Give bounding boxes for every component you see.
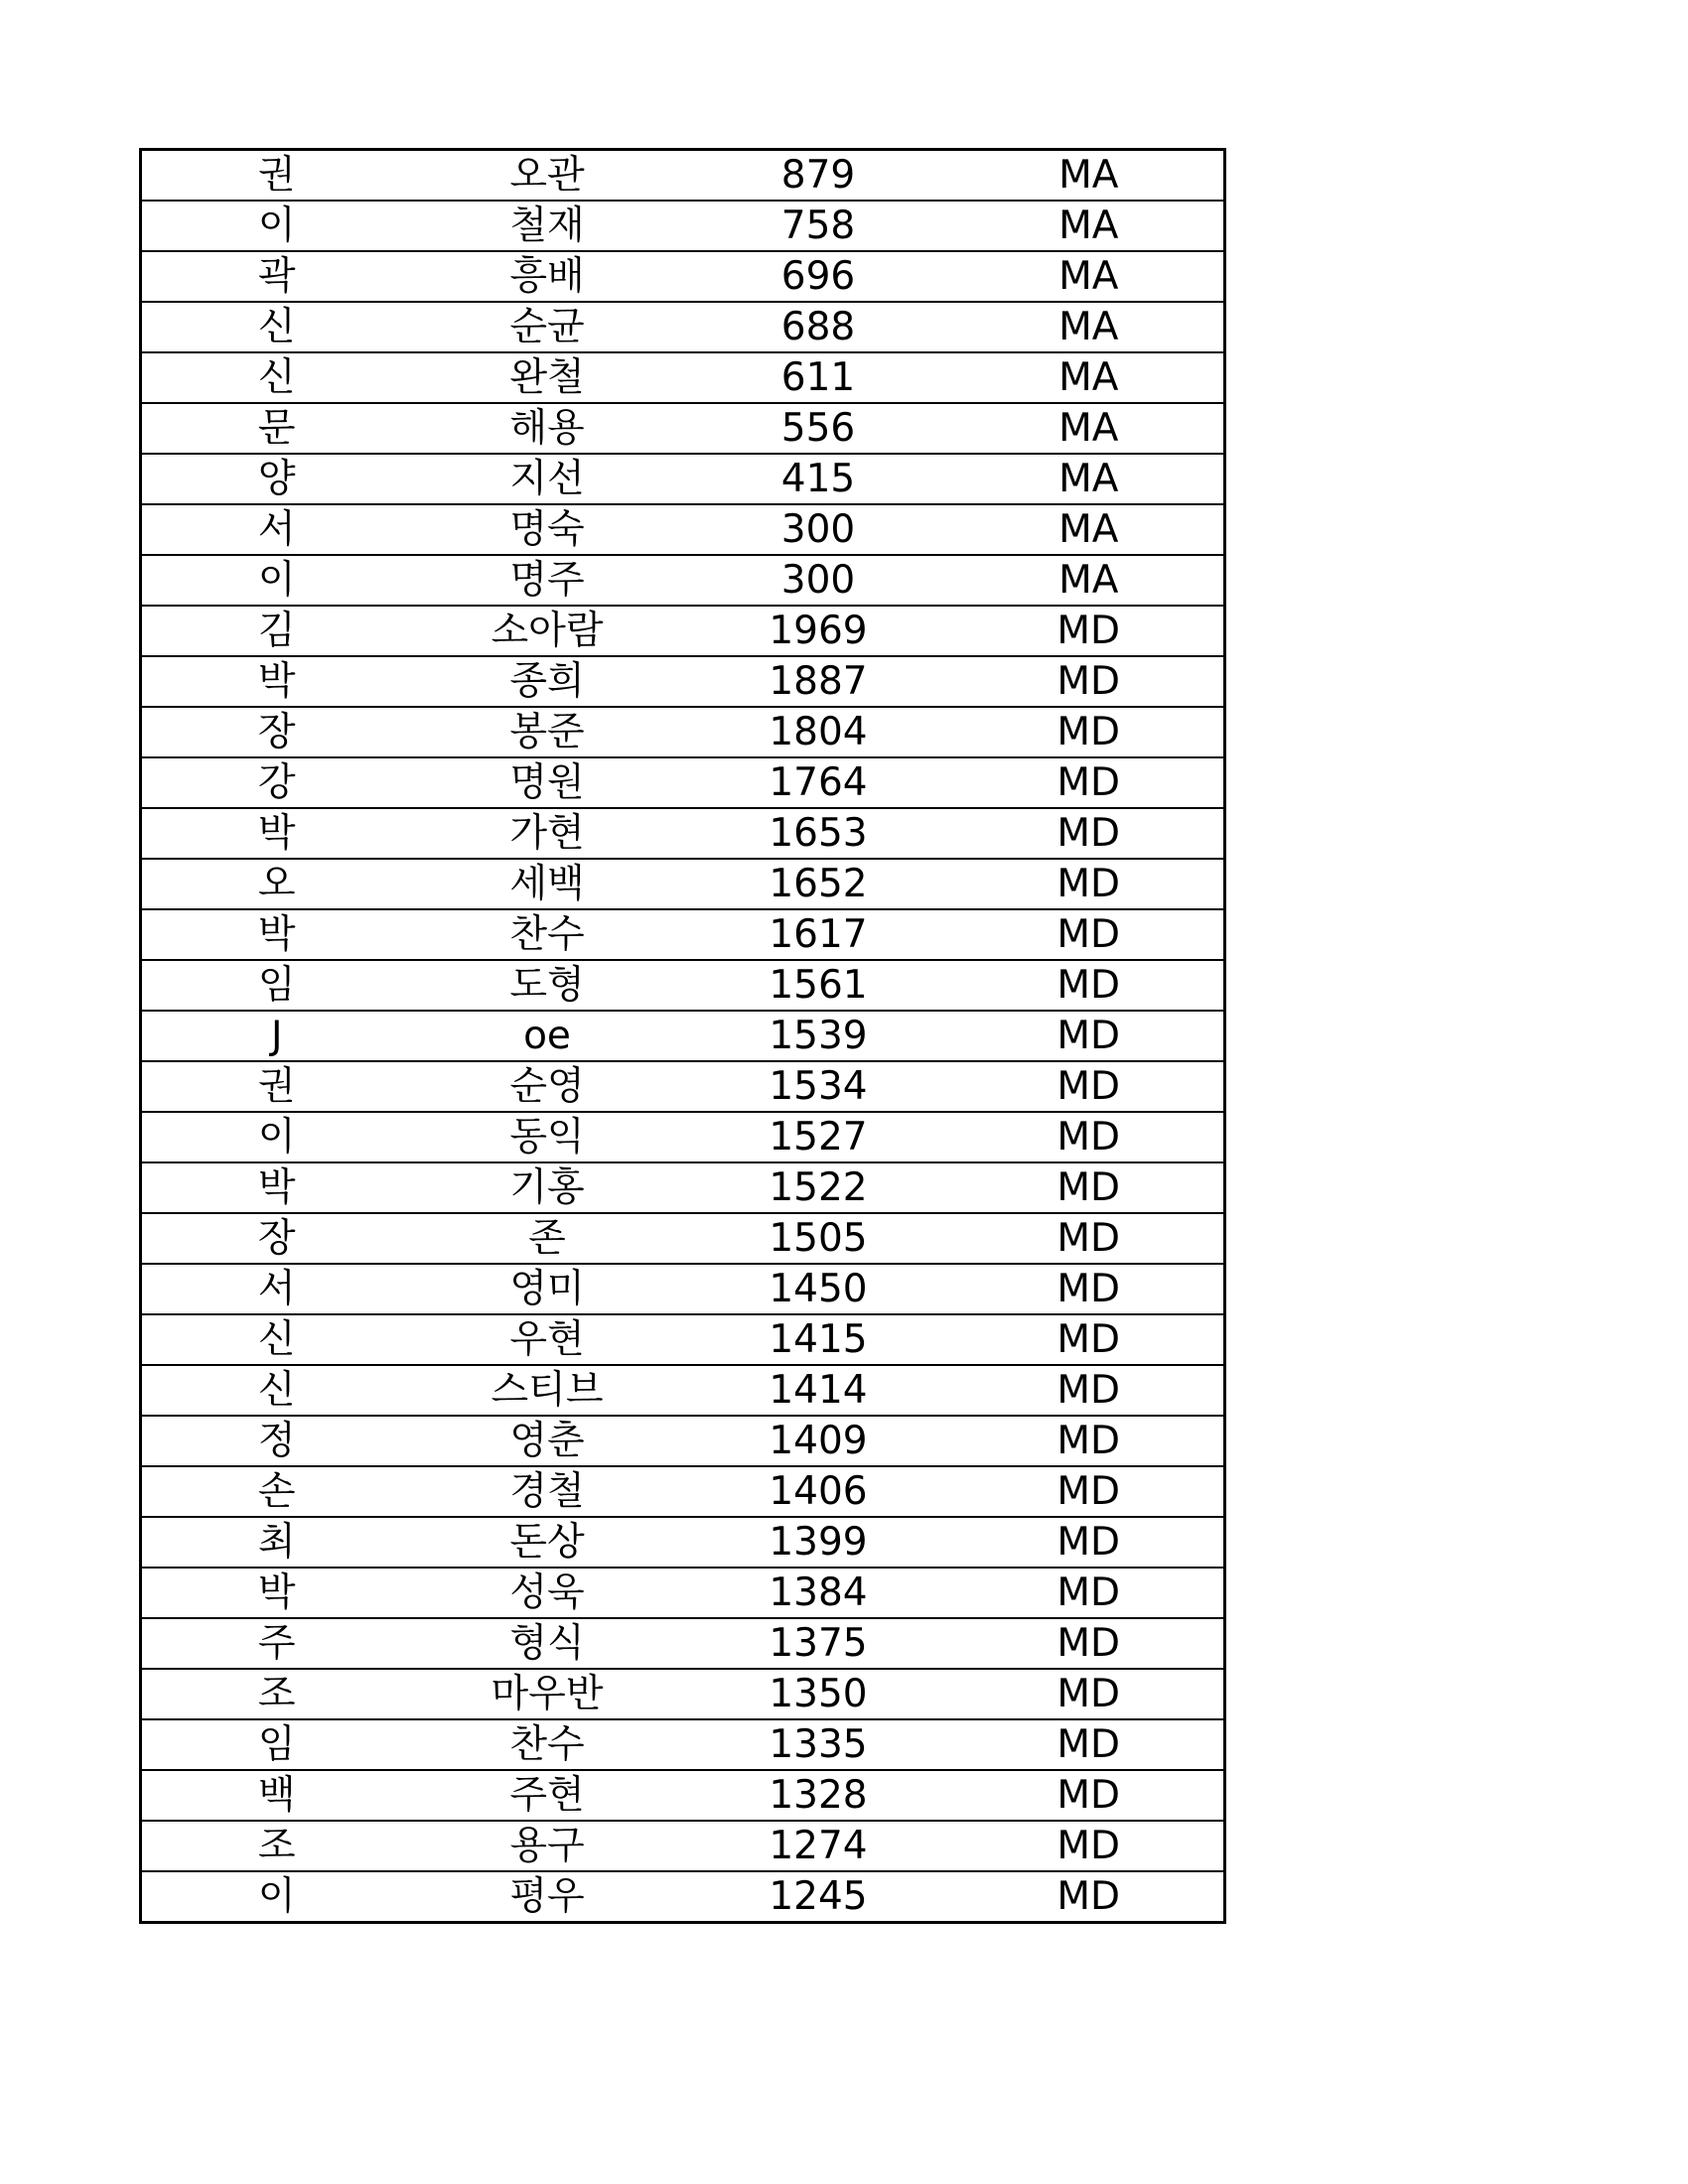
given-name-cell: 동익 <box>412 1112 683 1162</box>
score-cell: 1652 <box>683 859 954 909</box>
score-cell: 1617 <box>683 909 954 960</box>
surname-cell: 신 <box>141 1365 412 1416</box>
surname-cell: 박 <box>141 1568 412 1618</box>
table-row <box>141 504 1225 555</box>
surname-cell: 주 <box>141 1618 412 1669</box>
given-name-cell: 완철 <box>412 352 683 403</box>
code-cell: MD <box>954 1821 1225 1871</box>
code-cell: MD <box>954 1213 1225 1264</box>
given-name-cell: 찬수 <box>412 1719 683 1770</box>
code-cell: MA <box>954 504 1225 555</box>
surname-cell: 신 <box>141 302 412 352</box>
table-row <box>141 1416 1225 1466</box>
surname-cell: 서 <box>141 1264 412 1314</box>
score-cell: 688 <box>683 302 954 352</box>
score-cell: 1505 <box>683 1213 954 1264</box>
surname-cell: 박 <box>141 1162 412 1213</box>
table-row <box>141 1264 1225 1314</box>
score-cell: 1335 <box>683 1719 954 1770</box>
table-row <box>141 555 1225 606</box>
given-name-cell: 존 <box>412 1213 683 1264</box>
table-row <box>141 1618 1225 1669</box>
surname-cell: 신 <box>141 1314 412 1365</box>
surname-cell: 문 <box>141 403 412 454</box>
surname-cell: 임 <box>141 960 412 1011</box>
given-name-cell: 순균 <box>412 302 683 352</box>
given-name-cell: 찬수 <box>412 909 683 960</box>
score-cell: 758 <box>683 201 954 251</box>
surname-cell: 신 <box>141 352 412 403</box>
table-row <box>141 1061 1225 1112</box>
code-cell: MD <box>954 1669 1225 1719</box>
surname-cell: 최 <box>141 1517 412 1568</box>
code-cell: MD <box>954 1162 1225 1213</box>
given-name-cell: 마우반 <box>412 1669 683 1719</box>
score-cell: 1274 <box>683 1821 954 1871</box>
code-cell: MD <box>954 1314 1225 1365</box>
code-cell: MD <box>954 1416 1225 1466</box>
score-cell: 1561 <box>683 960 954 1011</box>
score-cell: 1653 <box>683 808 954 859</box>
score-cell: 1406 <box>683 1466 954 1517</box>
code-cell: MA <box>954 555 1225 606</box>
code-cell: MD <box>954 1466 1225 1517</box>
table-body <box>141 150 1225 1923</box>
surname-cell: 박 <box>141 909 412 960</box>
table-row <box>141 606 1225 656</box>
table-row <box>141 1669 1225 1719</box>
code-cell: MD <box>954 1061 1225 1112</box>
surname-cell: 강 <box>141 757 412 808</box>
score-cell: 1414 <box>683 1365 954 1416</box>
score-cell: 1384 <box>683 1568 954 1618</box>
score-cell: 1527 <box>683 1112 954 1162</box>
code-cell: MD <box>954 859 1225 909</box>
given-name-cell: 영미 <box>412 1264 683 1314</box>
code-cell: MD <box>954 1871 1225 1923</box>
given-name-cell: 용구 <box>412 1821 683 1871</box>
table-row <box>141 656 1225 707</box>
surname-cell: 서 <box>141 504 412 555</box>
surname-cell: 오 <box>141 859 412 909</box>
given-name-cell: 돈상 <box>412 1517 683 1568</box>
code-cell: MA <box>954 454 1225 504</box>
given-name-cell: 지선 <box>412 454 683 504</box>
table-row <box>141 1466 1225 1517</box>
table-row <box>141 454 1225 504</box>
code-cell: MD <box>954 757 1225 808</box>
given-name-cell: 봉준 <box>412 707 683 757</box>
surname-cell: 곽 <box>141 251 412 302</box>
score-cell: 1245 <box>683 1871 954 1923</box>
code-cell: MD <box>954 1568 1225 1618</box>
code-cell: MA <box>954 302 1225 352</box>
score-cell: 696 <box>683 251 954 302</box>
code-cell: MD <box>954 707 1225 757</box>
table-row <box>141 1719 1225 1770</box>
given-name-cell: 명숙 <box>412 504 683 555</box>
table-row <box>141 352 1225 403</box>
table-row <box>141 909 1225 960</box>
score-cell: 1399 <box>683 1517 954 1568</box>
given-name-cell: 형식 <box>412 1618 683 1669</box>
score-cell: 1539 <box>683 1011 954 1061</box>
given-name-cell: 오관 <box>412 150 683 202</box>
surname-cell: 손 <box>141 1466 412 1517</box>
score-cell: 611 <box>683 352 954 403</box>
surname-cell: 이 <box>141 1112 412 1162</box>
table-row <box>141 251 1225 302</box>
table-row <box>141 1365 1225 1416</box>
score-cell: 1409 <box>683 1416 954 1466</box>
code-cell: MD <box>954 1517 1225 1568</box>
given-name-cell: 종희 <box>412 656 683 707</box>
code-cell: MA <box>954 403 1225 454</box>
table-row <box>141 757 1225 808</box>
score-cell: 1450 <box>683 1264 954 1314</box>
surname-cell: J <box>141 1011 412 1061</box>
score-cell: 415 <box>683 454 954 504</box>
given-name-cell: 순영 <box>412 1061 683 1112</box>
table-row <box>141 1821 1225 1871</box>
surname-cell: 권 <box>141 150 412 202</box>
surname-cell: 박 <box>141 808 412 859</box>
given-name-cell: 주현 <box>412 1770 683 1821</box>
score-cell: 300 <box>683 555 954 606</box>
surname-cell: 이 <box>141 1871 412 1923</box>
surname-cell: 장 <box>141 1213 412 1264</box>
code-cell: MA <box>954 150 1225 202</box>
score-cell: 1328 <box>683 1770 954 1821</box>
code-cell: MD <box>954 1365 1225 1416</box>
surname-cell: 이 <box>141 555 412 606</box>
code-cell: MD <box>954 1719 1225 1770</box>
table-row <box>141 1770 1225 1821</box>
code-cell: MD <box>954 656 1225 707</box>
table-row <box>141 1517 1225 1568</box>
code-cell: MA <box>954 251 1225 302</box>
table-row <box>141 201 1225 251</box>
score-cell: 1887 <box>683 656 954 707</box>
given-name-cell: 소아람 <box>412 606 683 656</box>
table-row <box>141 1213 1225 1264</box>
table-row <box>141 1871 1225 1923</box>
score-cell: 556 <box>683 403 954 454</box>
code-cell: MD <box>954 1264 1225 1314</box>
surname-cell: 권 <box>141 1061 412 1112</box>
given-name-cell: 우현 <box>412 1314 683 1365</box>
score-cell: 1804 <box>683 707 954 757</box>
given-name-cell: 영춘 <box>412 1416 683 1466</box>
surname-cell: 김 <box>141 606 412 656</box>
given-name-cell: 해용 <box>412 403 683 454</box>
score-cell: 1522 <box>683 1162 954 1213</box>
table-row <box>141 1314 1225 1365</box>
given-name-cell: oe <box>412 1011 683 1061</box>
table-row <box>141 403 1225 454</box>
surname-cell: 이 <box>141 201 412 251</box>
data-table <box>139 148 1226 1924</box>
table-row <box>141 302 1225 352</box>
table-row <box>141 859 1225 909</box>
table-row <box>141 1568 1225 1618</box>
code-cell: MA <box>954 201 1225 251</box>
given-name-cell: 경철 <box>412 1466 683 1517</box>
code-cell: MD <box>954 909 1225 960</box>
table-row <box>141 960 1225 1011</box>
given-name-cell: 기홍 <box>412 1162 683 1213</box>
code-cell: MD <box>954 1112 1225 1162</box>
surname-cell: 장 <box>141 707 412 757</box>
table-row <box>141 150 1225 202</box>
table-row <box>141 1011 1225 1061</box>
table-row <box>141 1162 1225 1213</box>
score-cell: 1969 <box>683 606 954 656</box>
score-cell: 879 <box>683 150 954 202</box>
score-cell: 300 <box>683 504 954 555</box>
given-name-cell: 스티브 <box>412 1365 683 1416</box>
code-cell: MD <box>954 960 1225 1011</box>
surname-cell: 백 <box>141 1770 412 1821</box>
surname-cell: 양 <box>141 454 412 504</box>
given-name-cell: 가현 <box>412 808 683 859</box>
score-cell: 1375 <box>683 1618 954 1669</box>
given-name-cell: 세백 <box>412 859 683 909</box>
score-cell: 1534 <box>683 1061 954 1112</box>
code-cell: MD <box>954 808 1225 859</box>
table-row <box>141 707 1225 757</box>
surname-cell: 정 <box>141 1416 412 1466</box>
given-name-cell: 평우 <box>412 1871 683 1923</box>
given-name-cell: 명주 <box>412 555 683 606</box>
score-cell: 1415 <box>683 1314 954 1365</box>
given-name-cell: 도형 <box>412 960 683 1011</box>
code-cell: MD <box>954 1011 1225 1061</box>
surname-cell: 박 <box>141 656 412 707</box>
code-cell: MD <box>954 1618 1225 1669</box>
given-name-cell: 성욱 <box>412 1568 683 1618</box>
score-cell: 1350 <box>683 1669 954 1719</box>
given-name-cell: 흥배 <box>412 251 683 302</box>
code-cell: MD <box>954 1770 1225 1821</box>
table-row <box>141 808 1225 859</box>
score-cell: 1764 <box>683 757 954 808</box>
surname-cell: 조 <box>141 1669 412 1719</box>
code-cell: MA <box>954 352 1225 403</box>
table-row <box>141 1112 1225 1162</box>
given-name-cell: 철재 <box>412 201 683 251</box>
surname-cell: 조 <box>141 1821 412 1871</box>
code-cell: MD <box>954 606 1225 656</box>
given-name-cell: 명원 <box>412 757 683 808</box>
surname-cell: 임 <box>141 1719 412 1770</box>
